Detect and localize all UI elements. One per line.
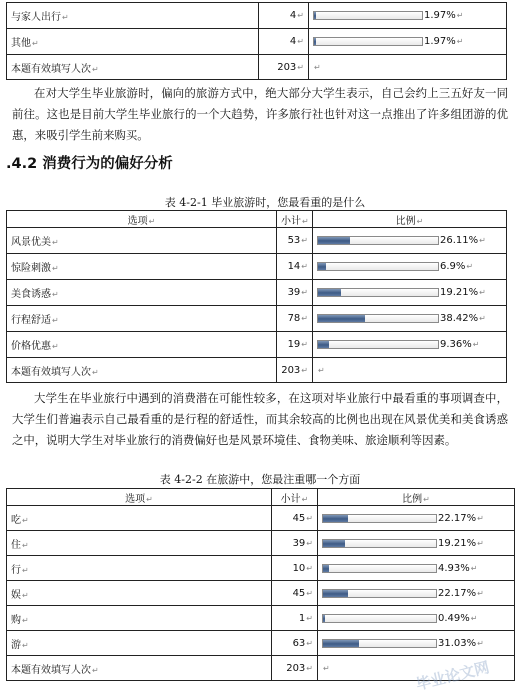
progress-track (313, 11, 423, 20)
header-count: 小计↵ (277, 211, 313, 228)
total-label-cell: 本题有效填写人次↵ (7, 55, 259, 80)
count-cell: 14↵ (277, 254, 313, 280)
table-row (7, 531, 515, 556)
total-count: 203 (286, 662, 306, 674)
ratio-bar: 1.97% ↵ (313, 10, 502, 21)
percent-value: 1.97% (424, 36, 456, 47)
ratio-cell (313, 280, 507, 306)
section-title: 消费行为的偏好分析 (42, 156, 173, 172)
table-4-2-2 (6, 488, 515, 681)
total-empty-cell: ↵ (309, 55, 507, 80)
count-value: 14 (287, 261, 301, 272)
ratio-bar: 1.97% ↵ (313, 36, 502, 47)
option-label: 价格优惠 (11, 341, 51, 352)
progress-track (322, 589, 437, 598)
progress-fill (318, 289, 341, 296)
progress-fill (323, 615, 325, 622)
percent-value: 22.17% (438, 587, 477, 599)
percent-value: 6.9% (440, 261, 466, 272)
progress-track (322, 614, 437, 623)
option-label: 美食诱惑 (11, 289, 51, 300)
option-label: 与家人出行 (11, 12, 61, 23)
percent-value: 9.36% (440, 339, 472, 350)
count-value: 78 (287, 313, 301, 324)
top-survey-table (6, 2, 507, 80)
ratio-bar: 31.03% ↵ (322, 638, 510, 649)
total-count: 203 (281, 364, 301, 376)
header-option: 选项↵ (7, 211, 277, 228)
ratio-cell (318, 631, 515, 656)
option-cell: 行程舒适↵ (7, 306, 277, 332)
total-label-cell: 本题有效填写人次↵ (7, 358, 277, 383)
option-cell: 惊险刺激↵ (7, 254, 277, 280)
progress-fill (323, 515, 348, 522)
percent-value: 26.11% (440, 235, 479, 246)
ratio-bar: 9.36% ↵ (317, 339, 502, 350)
paragraph-consumption-analysis: 大学生在毕业旅行中遇到的消费潜在可能性较多，在这项对毕业旅行中最看重的事项调查中，大学生们普遍表示自己最看重的是行程的舒适性，而其余较高的比例也出现在风景优美和美食诱惑之中，说明大学生对毕业旅行的消费偏好也是风景环境佳、食物美味、旅途顺利等因素。 (12, 391, 508, 447)
count-cell: 19↵ (277, 332, 313, 358)
total-label: 本题有效填写人次 (11, 664, 91, 676)
percent-value: 22.17% (438, 512, 477, 524)
table-4-2-1 (6, 210, 507, 383)
table-row (7, 631, 515, 656)
ratio-bar: 0.49% ↵ (322, 613, 510, 624)
table-row (7, 280, 507, 306)
total-count-cell: 203↵ (277, 358, 313, 383)
progress-fill (323, 590, 348, 597)
progress-track (317, 236, 439, 245)
header-option: 选项↵ (7, 489, 272, 506)
percent-value: 19.21% (438, 537, 477, 549)
percent-value: 19.21% (440, 287, 479, 298)
percent-value: 1.97% (424, 10, 456, 21)
option-label: 购 (11, 614, 21, 626)
paragraph-group-travel: 在对大学生毕业旅游时，偏向的旅游方式中，绝大部分大学生表示，自己会约上三五好友一同前往。这也是目前大学生毕业旅行的一个大趋势，许多旅行社也针对这一点推出了许多组团游的优惠，来吸引学生前来购买。 (12, 86, 508, 142)
table-row (7, 306, 507, 332)
option-label: 住 (11, 539, 21, 551)
count-value: 39 (287, 287, 301, 298)
total-count: 203 (277, 61, 297, 73)
ratio-cell (309, 3, 507, 29)
progress-fill (314, 38, 316, 45)
progress-track (322, 514, 437, 523)
total-label-cell: 本题有效填写人次↵ (7, 656, 272, 681)
progress-track (317, 314, 439, 323)
table1-caption: 表 4-2-1 毕业旅游时，您最看重的是什么 (164, 196, 366, 209)
progress-fill (323, 565, 329, 572)
count-cell: 63↵ (272, 631, 318, 656)
ratio-cell (313, 228, 507, 254)
ratio-bar: 22.17% ↵ (322, 588, 510, 599)
option-cell: 购↵ (7, 606, 272, 631)
count-cell: 4↵ (259, 29, 309, 55)
ratio-cell (318, 531, 515, 556)
ratio-cell (318, 581, 515, 606)
count-value: 53 (287, 235, 301, 246)
progress-fill (323, 540, 345, 547)
ratio-cell (313, 254, 507, 280)
table-row (7, 506, 515, 531)
option-cell: 住↵ (7, 531, 272, 556)
ratio-bar: 4.93% ↵ (322, 563, 510, 574)
table-row (7, 3, 507, 29)
option-label: 游 (11, 639, 21, 651)
count-value: 63 (292, 637, 306, 649)
table2-caption: 表 4-2-2 在旅游中，您最注重哪一个方面 (159, 473, 361, 486)
table-row (7, 332, 507, 358)
total-count-cell: 203↵ (259, 55, 309, 80)
count-value: 45 (292, 512, 306, 524)
percent-value: 31.03% (438, 637, 477, 649)
count-cell: 45↵ (272, 581, 318, 606)
option-label: 行程舒适 (11, 315, 51, 326)
progress-fill (318, 263, 326, 270)
count-cell: 53↵ (277, 228, 313, 254)
total-label: 本题有效填写人次 (11, 366, 91, 378)
table-row (7, 29, 507, 55)
count-value: 39 (292, 537, 306, 549)
option-label: 惊险刺激 (11, 263, 51, 274)
percent-value: 38.42% (440, 313, 479, 324)
count-cell: 45↵ (272, 506, 318, 531)
ratio-cell (318, 556, 515, 581)
total-empty-cell: ↵ (318, 656, 515, 681)
section-heading (6, 152, 173, 173)
ratio-bar: 38.42% ↵ (317, 313, 502, 324)
count-value: 4 (289, 36, 297, 47)
ratio-bar: 6.9% ↵ (317, 261, 502, 272)
option-label: 其他 (11, 38, 31, 49)
ratio-cell (313, 306, 507, 332)
count-value: 10 (292, 562, 306, 574)
table-total-row (7, 358, 507, 383)
option-label: 吃 (11, 514, 21, 526)
percent-value: 0.49% (438, 612, 470, 624)
ratio-bar: 22.17% ↵ (322, 513, 510, 524)
progress-track (322, 564, 437, 573)
option-cell: 价格优惠↵ (7, 332, 277, 358)
option-label: 风景优美 (11, 237, 51, 248)
progress-fill (318, 341, 329, 348)
option-cell: 游↵ (7, 631, 272, 656)
ratio-bar: 19.21% ↵ (317, 287, 502, 298)
count-value: 4 (289, 10, 297, 21)
ratio-cell (318, 606, 515, 631)
progress-track (317, 262, 439, 271)
section-number: .4.2 (6, 156, 38, 172)
progress-fill (318, 237, 350, 244)
count-value: 45 (292, 587, 306, 599)
progress-fill (323, 640, 359, 647)
total-count-cell: 203↵ (272, 656, 318, 681)
option-cell: 美食诱惑↵ (7, 280, 277, 306)
option-label: 行 (11, 564, 21, 576)
table-header-row (7, 489, 515, 506)
ratio-cell (313, 332, 507, 358)
option-cell: 与家人出行↵ (7, 3, 259, 29)
watermark-logo: 毕业论文网 (414, 658, 492, 694)
count-cell: 78↵ (277, 306, 313, 332)
count-cell: 39↵ (272, 531, 318, 556)
total-empty-cell: ↵ (313, 358, 507, 383)
table-row (7, 606, 515, 631)
progress-fill (318, 315, 365, 322)
table-header-row (7, 211, 507, 228)
total-label: 本题有效填写人次 (11, 63, 91, 75)
progress-track (322, 539, 437, 548)
option-label: 娱 (11, 589, 21, 601)
ratio-bar: 26.11% ↵ (317, 235, 502, 246)
option-cell: 其他↵ (7, 29, 259, 55)
table-row (7, 581, 515, 606)
count-value: 1 (298, 612, 306, 624)
header-ratio: 比例↵ (313, 211, 507, 228)
ratio-cell (318, 506, 515, 531)
option-cell: 行↵ (7, 556, 272, 581)
count-cell: 1↵ (272, 606, 318, 631)
progress-track (322, 639, 437, 648)
count-value: 19 (287, 339, 301, 350)
header-ratio: 比例↵ (318, 489, 515, 506)
progress-track (313, 37, 423, 46)
progress-track (317, 288, 439, 297)
table-row (7, 556, 515, 581)
count-cell: 39↵ (277, 280, 313, 306)
table-total-row (7, 55, 507, 80)
ratio-bar: 19.21% ↵ (322, 538, 510, 549)
progress-track (317, 340, 439, 349)
header-count: 小计↵ (272, 489, 318, 506)
table-row (7, 228, 507, 254)
progress-fill (314, 12, 316, 19)
count-cell: 10↵ (272, 556, 318, 581)
option-cell: 风景优美↵ (7, 228, 277, 254)
percent-value: 4.93% (438, 562, 470, 574)
table-row (7, 254, 507, 280)
count-cell: 4↵ (259, 3, 309, 29)
ratio-cell (309, 29, 507, 55)
option-cell: 娱↵ (7, 581, 272, 606)
option-cell: 吃↵ (7, 506, 272, 531)
